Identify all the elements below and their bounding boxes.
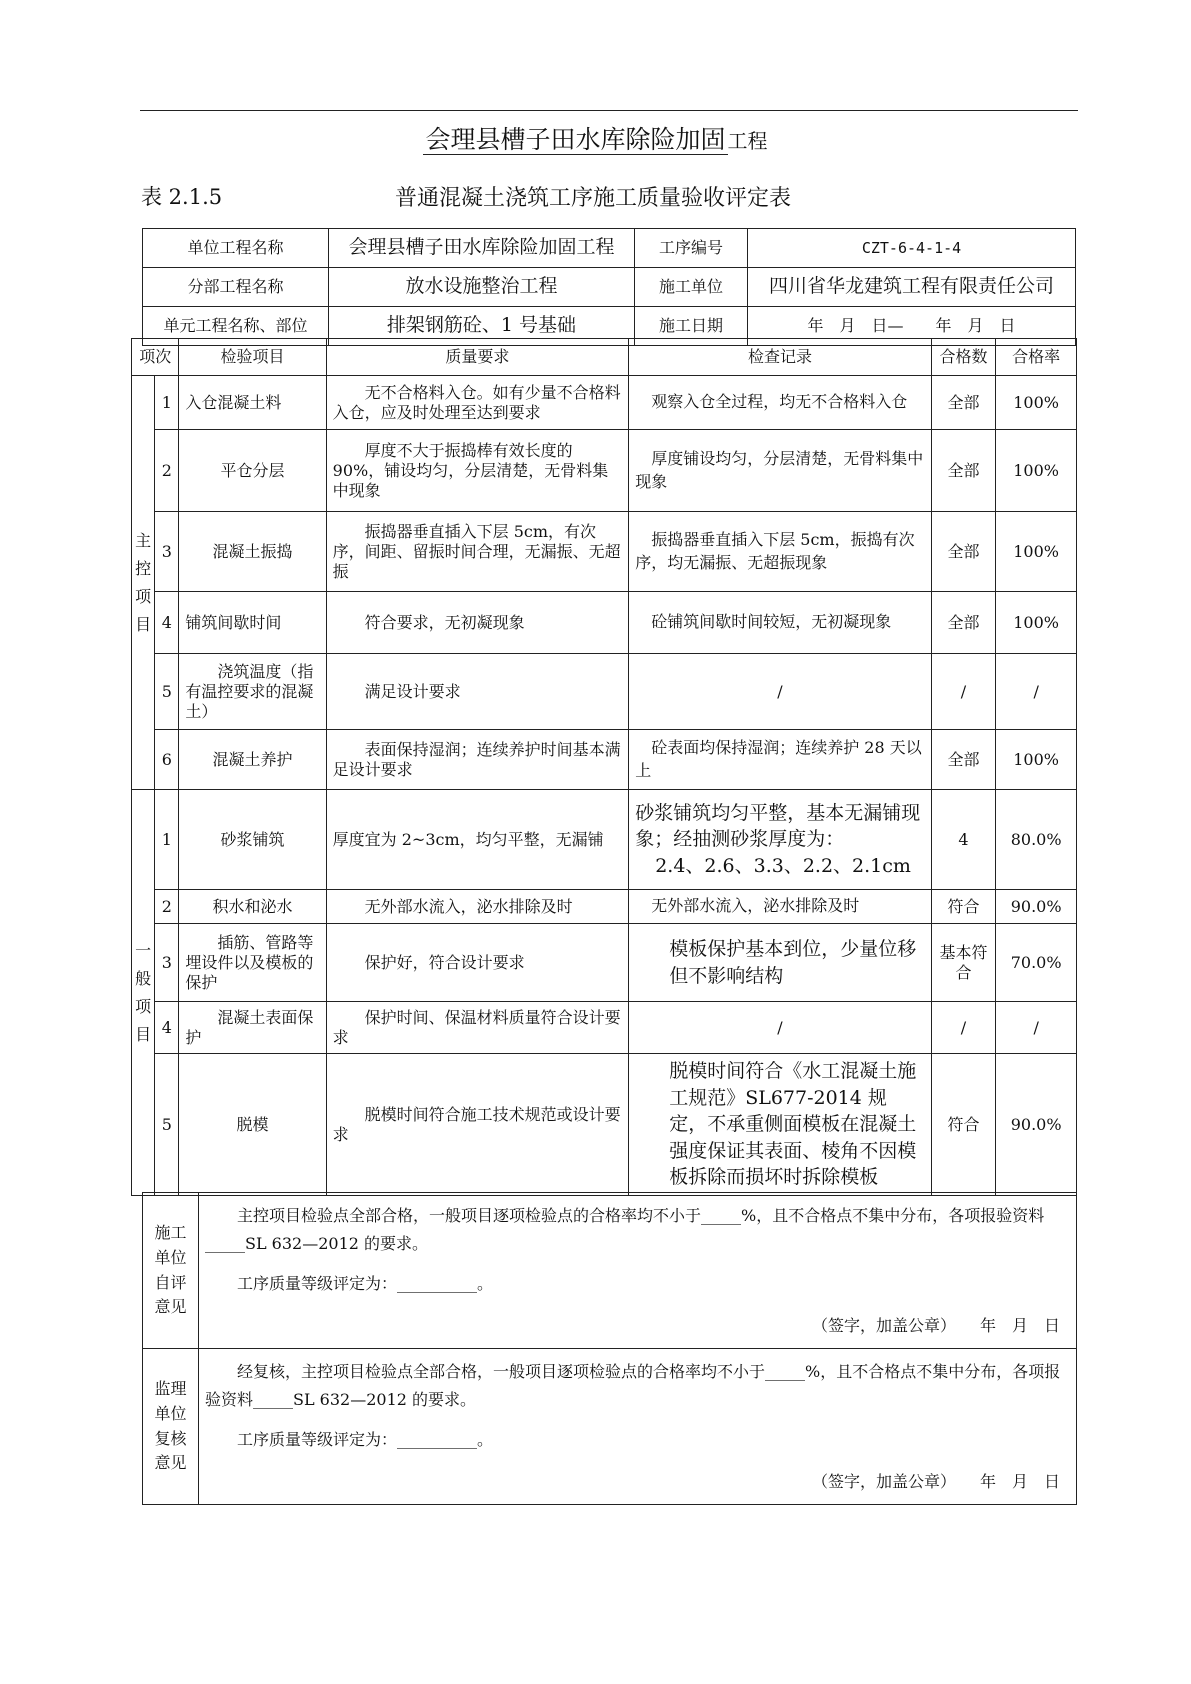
item-name: 混凝土表面保护 bbox=[179, 1002, 326, 1054]
item-requirement: 保护时间、保温材料质量符合设计要求 bbox=[326, 1002, 629, 1054]
col-header: 质量要求 bbox=[326, 339, 629, 376]
item-rate: / bbox=[996, 654, 1077, 730]
item-name: 平仓分层 bbox=[179, 430, 326, 512]
item-no: 1 bbox=[155, 790, 179, 890]
item-no: 3 bbox=[155, 924, 179, 1002]
item-requirement: 无不合格料入仓。如有少量不合格料入仓，应及时处理至达到要求 bbox=[326, 376, 629, 430]
process-no-label: 工序编号 bbox=[635, 229, 748, 268]
self-signature-line: （签字，加盖公章） 年 月 日 bbox=[811, 1315, 1060, 1335]
item-record: 厚度铺设均匀，分层清楚，无骨料集中现象 bbox=[629, 430, 932, 512]
date-label: 施工日期 bbox=[635, 307, 748, 346]
element-label: 单元工程名称、部位 bbox=[143, 307, 329, 346]
supervisor-review-label: 监理单位复核意见 bbox=[143, 1349, 199, 1505]
item-name: 砂浆铺筑 bbox=[179, 790, 326, 890]
item-record: 砂浆铺筑均匀平整，基本无漏铺现象；经抽测砂浆厚度为： bbox=[635, 801, 921, 851]
col-header: 检查记录 bbox=[629, 339, 932, 376]
item-rate: / bbox=[996, 1002, 1077, 1054]
item-count: 全部 bbox=[931, 376, 996, 430]
item-requirement: 符合要求，无初凝现象 bbox=[326, 592, 629, 654]
item-requirement: 振捣器垂直插入下层 5cm，有次序，间距、留振时间合理，无漏振、无超振 bbox=[326, 512, 629, 592]
item-requirement: 厚度不大于振捣棒有效长度的 90%，铺设均匀，分层清楚，无骨料集中现象 bbox=[326, 430, 629, 512]
table-header bbox=[132, 339, 1077, 376]
item-no: 5 bbox=[155, 654, 179, 730]
sub-project-value: 放水设施整治工程 bbox=[329, 268, 635, 307]
item-requirement: 脱模时间符合施工技术规范或设计要求 bbox=[326, 1054, 629, 1196]
item-record: 观察入仓全过程，均无不合格料入仓 bbox=[629, 376, 932, 430]
item-record: 模板保护基本到位，少量位移但不影响结构 bbox=[629, 924, 932, 1002]
item-count: 符合 bbox=[931, 890, 996, 924]
item-no: 6 bbox=[155, 730, 179, 790]
item-rate: 100% bbox=[996, 376, 1077, 430]
item-no: 3 bbox=[155, 512, 179, 592]
item-rate: 90.0% bbox=[996, 1054, 1077, 1196]
item-rate: 100% bbox=[996, 512, 1077, 592]
item-rate: 90.0% bbox=[996, 890, 1077, 924]
inspection-table bbox=[131, 338, 1077, 1196]
item-name: 积水和泌水 bbox=[179, 890, 326, 924]
item-record: 砼铺筑间歇时间较短，无初凝现象 bbox=[629, 592, 932, 654]
item-no: 2 bbox=[155, 890, 179, 924]
table-title: 普通混凝土浇筑工序施工质量验收评定表 bbox=[395, 186, 792, 211]
self-assessment-row bbox=[143, 1193, 1077, 1349]
supervisor-signature-line: （签字，加盖公章） 年 月 日 bbox=[811, 1471, 1060, 1491]
col-header: 合格数 bbox=[931, 339, 996, 376]
top-rule bbox=[140, 110, 1078, 111]
col-header: 项次 bbox=[132, 339, 179, 376]
project-suffix: 工程 bbox=[727, 129, 768, 153]
table-row bbox=[132, 654, 1077, 730]
table-row bbox=[132, 730, 1077, 790]
unit-project-value: 会理县槽子田水库除险加固工程 bbox=[329, 229, 635, 268]
item-rate: 100% bbox=[996, 430, 1077, 512]
item-no: 5 bbox=[155, 1054, 179, 1196]
table-row bbox=[132, 790, 1077, 890]
unit-project-label: 单位工程名称 bbox=[143, 229, 329, 268]
item-count: 全部 bbox=[931, 730, 996, 790]
item-count: 符合 bbox=[931, 1054, 996, 1196]
table-row bbox=[132, 512, 1077, 592]
item-count: 基本符合 bbox=[931, 924, 996, 1002]
item-name: 入仓混凝土料 bbox=[179, 376, 326, 430]
item-count: 全部 bbox=[931, 430, 996, 512]
info-table bbox=[142, 228, 1076, 346]
col-header: 合格率 bbox=[996, 339, 1077, 376]
item-name: 脱模 bbox=[179, 1054, 326, 1196]
self-assessment-label: 施工单位自评意见 bbox=[143, 1193, 199, 1349]
item-record-thickness: 2.4、2.6、3.3、2.2、2.1cm bbox=[655, 854, 911, 877]
item-record: 振捣器垂直插入下层 5cm，振捣有次序，均无漏振、无超振现象 bbox=[629, 512, 932, 592]
general-group-label: 一般项目 bbox=[132, 790, 155, 1196]
item-rate: 80.0% bbox=[996, 790, 1077, 890]
project-title bbox=[0, 120, 1191, 156]
item-record: / bbox=[629, 654, 932, 730]
item-no: 4 bbox=[155, 1002, 179, 1054]
item-rate: 100% bbox=[996, 730, 1077, 790]
item-no: 4 bbox=[155, 592, 179, 654]
item-no: 1 bbox=[155, 376, 179, 430]
item-requirement: 表面保持湿润；连续养护时间基本满足设计要求 bbox=[326, 730, 629, 790]
table-row bbox=[132, 1002, 1077, 1054]
item-rate: 100% bbox=[996, 592, 1077, 654]
supervisor-review-row bbox=[143, 1349, 1077, 1505]
item-record: / bbox=[629, 1002, 932, 1054]
supervisor-review-text: 经复核，主控项目检验点全部合格，一般项目逐项检验点的合格率均不小于_____%，且不合格点不集中分布，各项报验资料_____SL 632—2012 的要求。 bbox=[205, 1361, 1061, 1409]
table-row bbox=[132, 1054, 1077, 1196]
table-row bbox=[132, 376, 1077, 430]
supervisor-grade-line: 工序质量等级评定为：__________。 bbox=[237, 1429, 494, 1449]
self-assessment-text: 主控项目检验点全部合格，一般项目逐项检验点的合格率均不小于_____%，且不合格点不集中分布，各项报验资料_____SL 632—2012 的要求。 bbox=[205, 1205, 1045, 1253]
item-record: 无外部水流入，泌水排除及时 bbox=[629, 890, 932, 924]
item-requirement: 厚度宜为 2~3cm，均匀平整，无漏铺 bbox=[326, 790, 629, 890]
table-row bbox=[132, 430, 1077, 512]
item-name: 混凝土振捣 bbox=[179, 512, 326, 592]
table-row bbox=[132, 890, 1077, 924]
item-rate: 70.0% bbox=[996, 924, 1077, 1002]
item-count: / bbox=[931, 1002, 996, 1054]
item-name: 铺筑间歇时间 bbox=[179, 592, 326, 654]
date-value: 年 月 日— 年 月 日 bbox=[748, 307, 1076, 346]
opinion-table bbox=[142, 1192, 1077, 1505]
item-requirement: 无外部水流入，泌水排除及时 bbox=[326, 890, 629, 924]
item-requirement: 保护好，符合设计要求 bbox=[326, 924, 629, 1002]
table-row bbox=[132, 924, 1077, 1002]
contractor-label: 施工单位 bbox=[635, 268, 748, 307]
process-no-value: CZT-6-4-1-4 bbox=[748, 229, 1076, 268]
item-record: 砼表面均保持湿润；连续养护 28 天以上 bbox=[629, 730, 932, 790]
element-value: 排架钢筋砼、1 号基础 bbox=[329, 307, 635, 346]
table-number: 表 2.1.5 bbox=[141, 185, 223, 209]
item-count: 4 bbox=[931, 790, 996, 890]
item-count: / bbox=[931, 654, 996, 730]
table-row bbox=[132, 592, 1077, 654]
contractor-value: 四川省华龙建筑工程有限责任公司 bbox=[748, 268, 1076, 307]
item-count: 全部 bbox=[931, 512, 996, 592]
item-count: 全部 bbox=[931, 592, 996, 654]
item-name: 混凝土养护 bbox=[179, 730, 326, 790]
item-no: 2 bbox=[155, 430, 179, 512]
self-grade-line: 工序质量等级评定为：__________。 bbox=[237, 1273, 494, 1293]
project-name: 会理县槽子田水库除险加固 bbox=[425, 125, 726, 154]
item-requirement: 满足设计要求 bbox=[326, 654, 629, 730]
item-name: 插筋、管路等埋设件以及模板的保护 bbox=[179, 924, 326, 1002]
col-header: 检验项目 bbox=[179, 339, 326, 376]
item-name: 浇筑温度（指有温控要求的混凝土） bbox=[179, 654, 326, 730]
sub-project-label: 分部工程名称 bbox=[143, 268, 329, 307]
item-record: 脱模时间符合《水工混凝土施工规范》SL677-2014 规定，不承重侧面模板在混凝土强度保证其表面、棱角不因模板拆除而损坏时拆除模板 bbox=[629, 1054, 932, 1196]
main-group-label: 主控项目 bbox=[132, 376, 155, 790]
